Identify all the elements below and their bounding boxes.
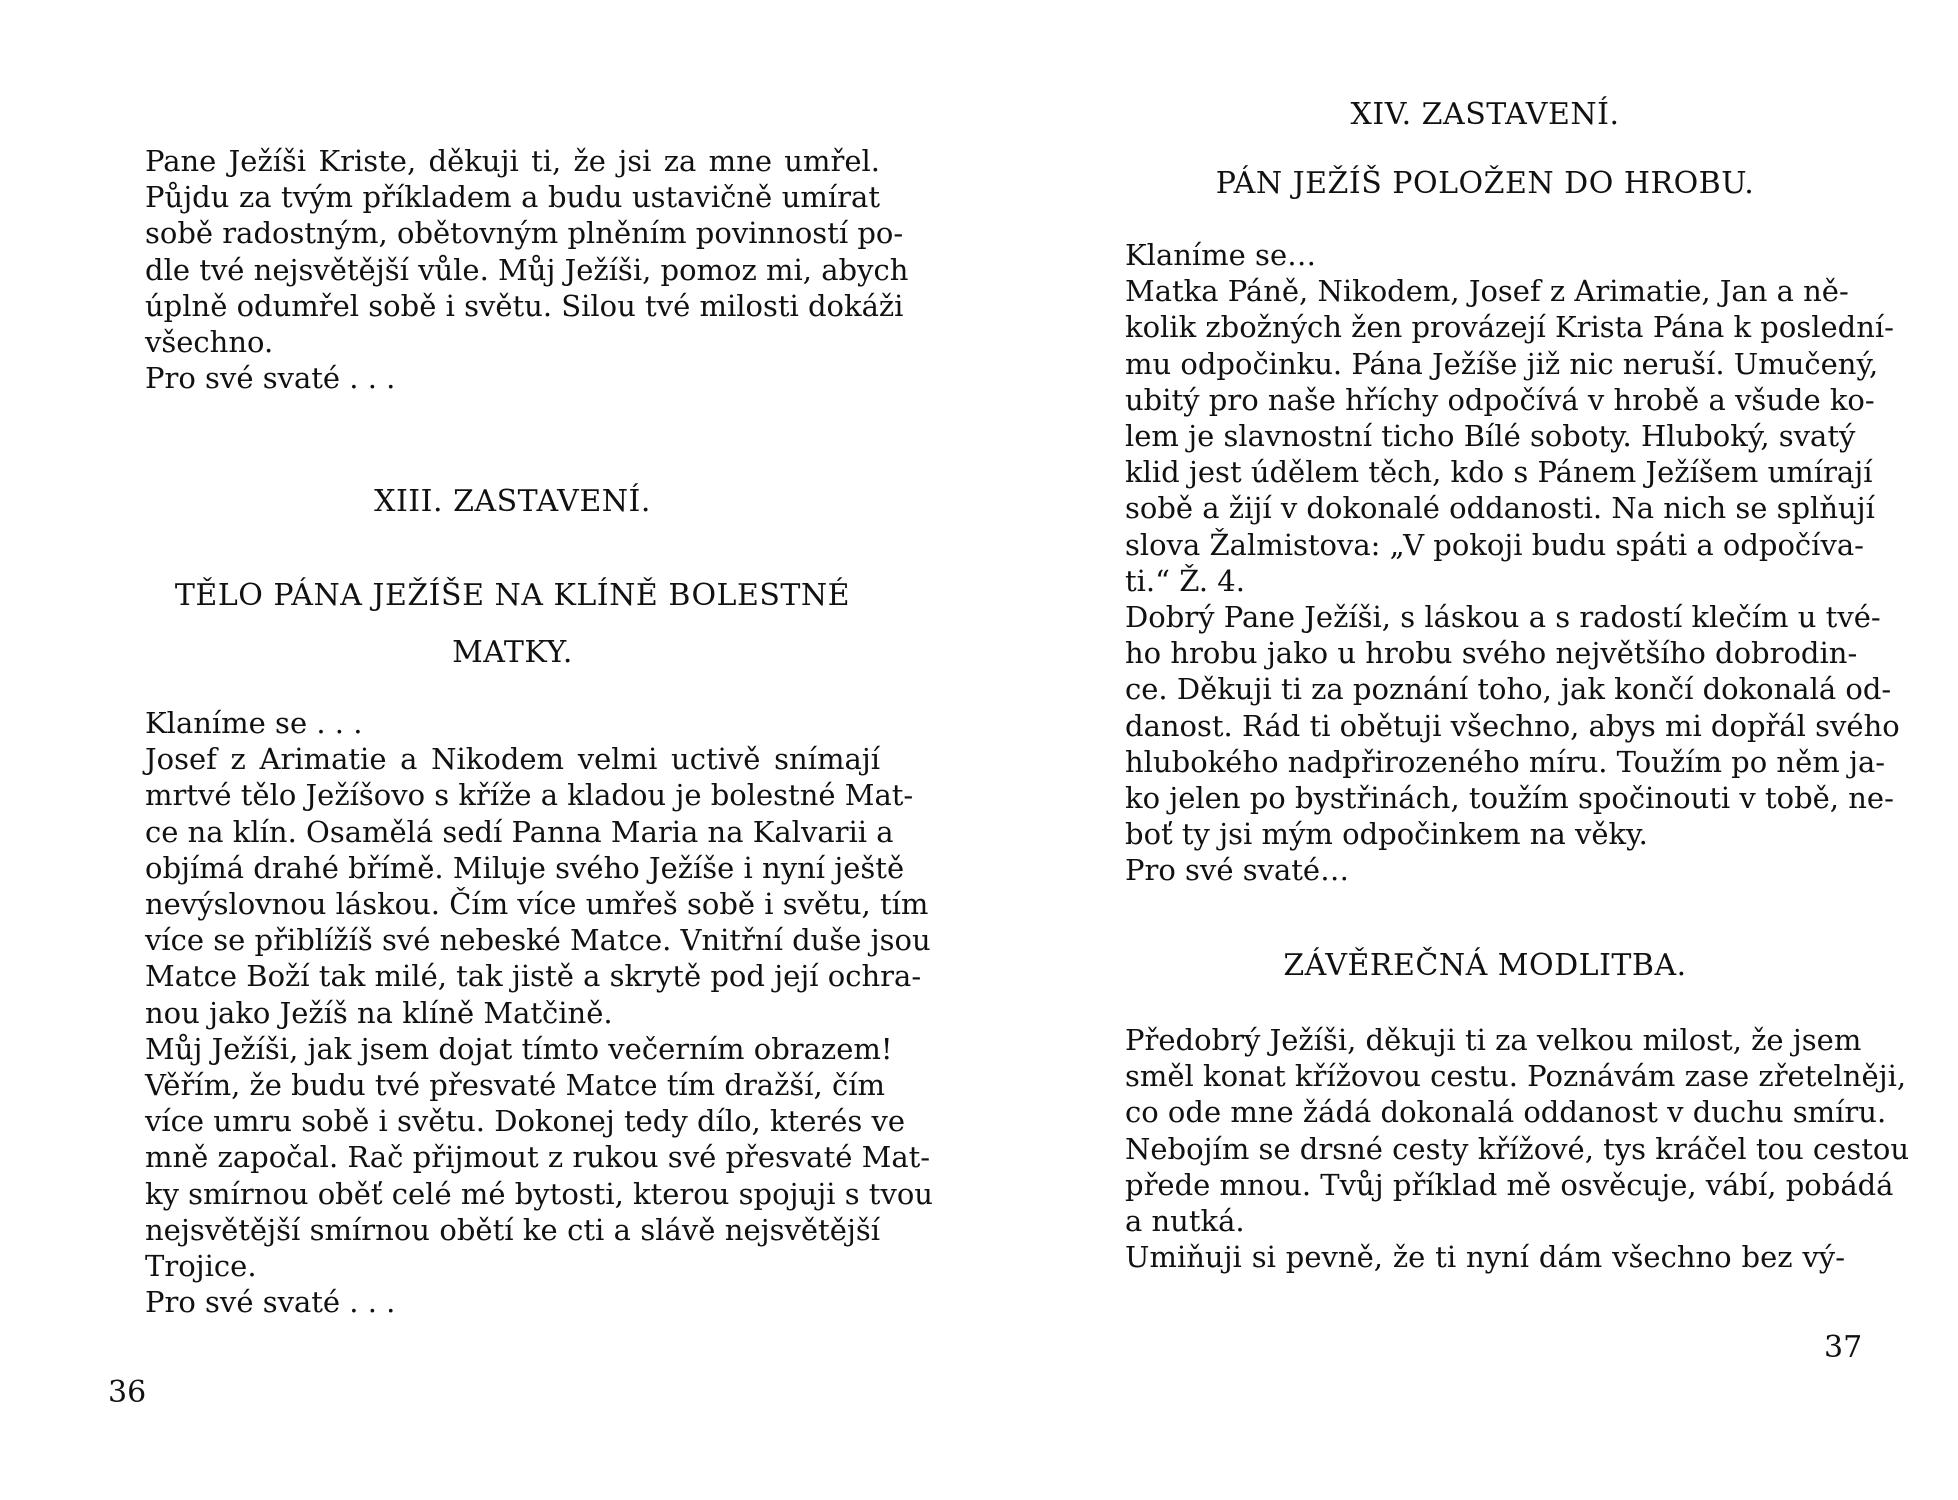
text-line: Věřím, že budu tvé přesvaté Matce tím dražší, čím — [145, 1068, 885, 1103]
text-line: Můj Ježíši, jak jsem dojat tímto večerním obrazem! — [145, 1031, 893, 1066]
text-line: směl konat křížovou cestu. Poznávám zase zřetelněji, — [1125, 1059, 1907, 1094]
station-title: XIII. ZASTAVENÍ. — [374, 484, 651, 519]
text-line: více umru sobě i světu. Dokonej tedy dílo, kterés ve — [145, 1104, 906, 1139]
prayer-body — [1125, 1022, 1909, 1275]
invocation: Klaníme se… — [1125, 238, 1317, 272]
text-line: ce na klín. Osamělá sedí Panna Maria na Kalvarii a — [145, 814, 894, 849]
text-line: kolik zbožných žen provázejí Krista Pána k poslední- — [1125, 310, 1894, 345]
text-line: a nutká. — [1125, 1204, 1245, 1239]
text-line: všechno. — [145, 325, 274, 360]
text-line: hlubokého nadpřirozeného míru. Toužím po něm ja- — [1125, 744, 1886, 779]
text-line: Půjdu za tvým příkladem a budu ustavičně umírat — [145, 180, 880, 215]
text-line: slova Žalmistova: „V pokoji budu spáti a odpočíva- — [1125, 527, 1864, 562]
station-body — [1125, 237, 1900, 889]
closing-line: Pro své svaté… — [1125, 853, 1350, 888]
text-line: mrtvé tělo Ježíšovo s kříže a kladou je bolestné Mat- — [145, 778, 914, 813]
text-line: Josef z Arimatie a Nikodem velmi uctivě snímají — [145, 742, 880, 777]
text-line: Trojice. — [145, 1249, 257, 1284]
opening-paragraph — [145, 143, 909, 396]
text-line: lem je slavnostní ticho Bílé soboty. Hluboký, svatý — [1125, 419, 1856, 454]
invocation: Klaníme se . . . — [145, 706, 363, 740]
station-title: XIV. ZASTAVENÍ. — [1350, 97, 1620, 132]
station-subtitle-cont: MATKY. — [452, 635, 573, 670]
text-line: ce. Děkuji ti za poznání toho, jak končí dokonalá od- — [1125, 672, 1892, 707]
text-line: Matce Boží tak milé, tak jistě a skrytě pod její ochra- — [145, 959, 922, 994]
text-line: Pane Ježíši Kriste, děkuji ti, že jsi za mne umřel. — [145, 144, 880, 178]
text-line: klid jest údělem těch, kdo s Pánem Ježíšem umírají — [1125, 455, 1873, 490]
text-line: Nebojím se drsné cesty křížové, tys kráčel tou cestou — [1125, 1131, 1909, 1166]
text-line: ubitý pro naše hříchy odpočívá v hrobě a všude ko- — [1125, 382, 1875, 417]
text-line: boť ty jsi mým odpočinkem na věky. — [1125, 817, 1648, 852]
text-line: objímá drahé břímě. Miluje svého Ježíše i nyní ještě — [145, 850, 905, 885]
prayer-title: ZÁVĚREČNÁ MODLITBA. — [1283, 948, 1687, 983]
station-subtitle: PÁN JEŽÍŠ POLOŽEN DO HROBU. — [1215, 166, 1755, 201]
text-line: dle tvé nejsvětější vůle. Můj Ježíši, pomoz mi, abych — [145, 252, 909, 287]
text-line: Matka Páně, Nikodem, Josef z Arimatie, Jan a ně- — [1125, 274, 1849, 309]
text-line: co ode mne žádá dokonalá oddanost v duchu smíru. — [1125, 1095, 1887, 1130]
page-number: 37 — [1824, 1330, 1863, 1365]
text-line: přede mnou. Tvůj příklad mě osvěcuje, vábí, pobádá — [1125, 1167, 1894, 1202]
text-line: sobě radostným, obětovným plněním povinností po- — [145, 216, 904, 251]
text-line: více se přiblížíš své nebeské Matce. Vnitřní duše jsou — [145, 923, 931, 958]
text-line: ko jelen po bystřinách, toužím spočinouti v tobě, ne- — [1125, 781, 1894, 816]
text-line: nejsvětější smírnou obětí ke cti a slávě nejsvětější — [145, 1212, 880, 1247]
text-line: sobě a žijí v dokonalé oddanosti. Na nich se splňují — [1125, 491, 1875, 526]
text-line: Dobrý Pane Ježíši, s láskou a s radostí klečím u tvé- — [1125, 600, 1881, 635]
text-line: mu odpočinku. Pána Ježíše již nic neruší. Umučený, — [1125, 346, 1879, 381]
closing-line: Pro své svaté . . . — [145, 1285, 396, 1320]
text-line: Předobrý Ježíši, děkuji ti za velkou milost, že jsem — [1125, 1023, 1862, 1057]
right-page — [979, 0, 1958, 1500]
text-line: úplně odumřel sobě i světu. Silou tvé milosti dokáži — [145, 288, 904, 323]
station-subtitle: TĚLO PÁNA JEŽÍŠE NA KLÍNĚ BOLESTNÉ — [174, 578, 851, 613]
text-line: danost. Rád ti obětuji všechno, abys mi dopřál svého — [1125, 708, 1900, 743]
text-line: nevýslovnou láskou. Čím více umřeš sobě i světu, tím — [145, 887, 929, 922]
text-line: nou jako Ježíš na klíně Matčině. — [145, 995, 613, 1030]
text-line: ho hrobu jako u hrobu svého největšího dobrodin- — [1125, 636, 1858, 671]
text-line: ti.“ Ž. 4. — [1125, 563, 1245, 598]
text-line: Umiňuji si pevně, že ti nyní dám všechno bez vý- — [1125, 1240, 1845, 1275]
page-number: 36 — [108, 1375, 147, 1410]
station-body — [145, 705, 933, 1320]
text-line: ky smírnou oběť celé mé bytosti, kterou spojuji s tvou — [145, 1176, 933, 1211]
closing-line: Pro své svaté . . . — [145, 361, 396, 396]
text-line: mně započal. Rač přijmout z rukou své přesvaté Mat- — [145, 1140, 931, 1175]
